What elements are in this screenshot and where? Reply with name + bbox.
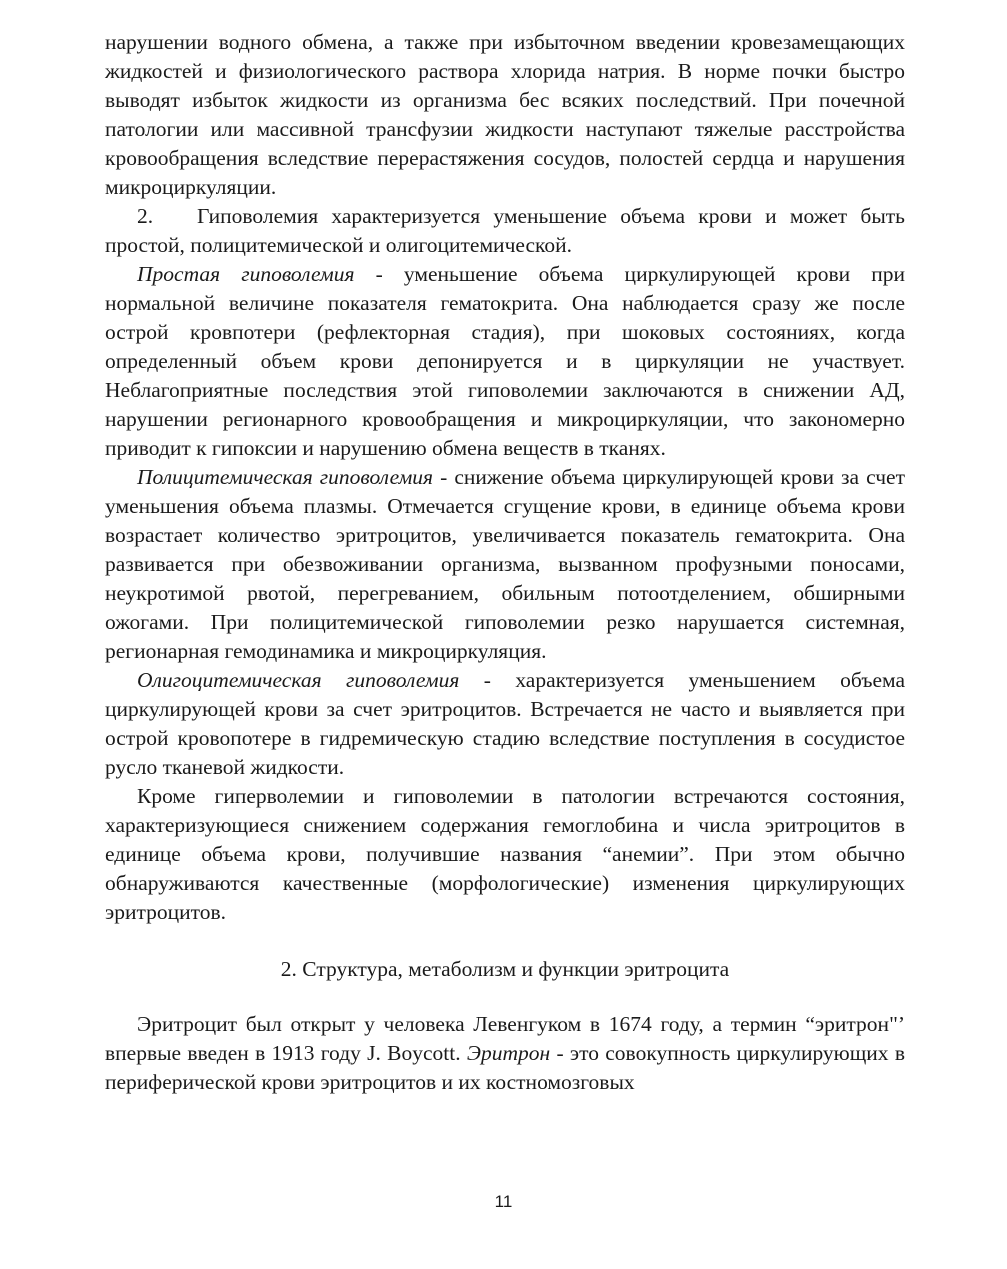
list-item-text: Гиповолемия характеризуется уменьшение объема крови и может быть простой, полицитемической и олигоцитемической. — [105, 204, 905, 257]
paragraph-intro: нарушении водного обмена, а также при избыточном введении кровезамещающих жидкостей и физиологического раствора хлорида натрия. В норме почки быстро выводят избыток жидкости из организма бес всяких последствий. При почечной патологии или массивной трансфузии жидкости наступают тяжелые расстройства кровообращения вследствие перерастяжения сосудов, полостей сердца и нарушения микроциркуляции. — [105, 30, 905, 199]
page-number: 11 — [494, 1192, 513, 1211]
paragraph-anemia: Кроме гиперволемии и гиповолемии в патологии встречаются состояния, характеризующиеся снижением содержания гемоглобина и числа эритроцитов в единице объема крови, получившие названия “анемии”. При этом обычно обнаруживаются качественные (морфологические) изменения циркулирующих эритроцитов. — [105, 784, 905, 924]
list-item-number: 2. — [137, 204, 154, 228]
paragraph-simple-hypovolemia — [105, 260, 905, 463]
definition-simple-hypovolemia: - уменьшение объема циркулирующей крови при нормальной величине показателя гематокрита. Она наблюдается сразу же после острой кровпотери (рефлекторная стадия), при шоковых состояниях, когда определенный объем крови депонируется и в циркуляции не участвует. Неблагоприятные последствия этой гиповолемии заключаются в снижении АД, нарушении регионарного кровообращения и микроциркуляции, что закономерно приводит к гипоксии и нарушению обмена веществ в тканях. — [105, 262, 905, 460]
paragraph-erythrocyte — [105, 1010, 905, 1097]
term-polycythemic-hypovolemia: Полицитемическая гиповолемия — [137, 465, 434, 489]
erythrocyte-text-before: Эритроцит был открыт у человека Левенгуком в 1674 году, а термин “эритрон"’ впервые введен в 1913 году J. Boycott. — [105, 1012, 905, 1065]
paragraph-polycythemic-hypovolemia — [105, 463, 905, 666]
term-erythron: Эритрон — [466, 1041, 551, 1065]
term-simple-hypovolemia: Простая гиповолемия — [137, 262, 355, 286]
list-item-hypovolemia — [105, 202, 905, 260]
definition-oligocythemic-hypovolemia: - характеризуется уменьшением объема циркулирующей крови за счет эритроцитов. Встречается не часто и выявляется при острой кровопотере в гидремическую стадию вследствие поступления в сосудистое русло тканевой жидкости. — [105, 668, 905, 779]
definition-polycythemic-hypovolemia: - снижение объема циркулирующей крови за счет уменьшения объема плазмы. Отмечается сгущение крови, в единице объема крови возрастает количество эритроцитов, увеличивается показатель гематокрита. Она развивается при обезвоживании организма, вызванном профузными поносами, неукротимой рвотой, перегреванием, обильным потоотделением, обширными ожогами. При полицитемической гиповолемии резко нарушается системная, регионарная гемодинамика и микроциркуляция. — [105, 465, 905, 663]
paragraph-oligocythemic-hypovolemia — [105, 666, 905, 782]
section-heading: 2. Структура, метаболизм и функции эритроцита — [280, 957, 730, 981]
term-oligocythemic-hypovolemia: Олигоцитемическая гиповолемия — [137, 668, 460, 692]
document-page — [105, 28, 905, 1097]
erythrocyte-text-after: - это совокупность циркулирующих в периферической крови эритроцитов и их костномозговых — [105, 1041, 905, 1094]
